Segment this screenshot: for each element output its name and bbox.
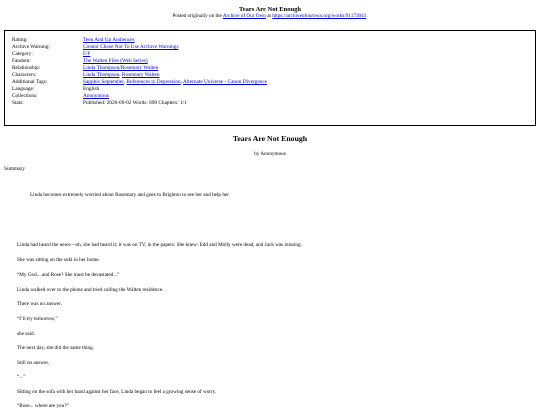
tag-link[interactable]: References to Depression bbox=[126, 79, 181, 85]
meta-label: Collections: bbox=[12, 93, 38, 99]
language-value: English bbox=[83, 86, 100, 92]
story-paragraph: “...” bbox=[17, 374, 26, 380]
work-byline: by Anonymous bbox=[254, 151, 286, 157]
category-link[interactable]: F/F bbox=[83, 51, 91, 57]
meta-label: Archive Warning: bbox=[12, 44, 50, 50]
story-paragraph: Sitting on the sofa with her hand against her face, Linda began to feel a growing sense of worry. bbox=[17, 389, 217, 395]
meta-language bbox=[12, 86, 99, 92]
summary-heading: Summary bbox=[4, 166, 25, 172]
posted-prefix: Posted originally on the bbox=[172, 13, 223, 19]
meta-label: Rating: bbox=[12, 37, 28, 43]
work-url-link[interactable]: https://archiveofourown.org/works/91173041 bbox=[272, 13, 367, 19]
story-paragraph: “Rose... where are you?” bbox=[17, 403, 69, 409]
summary-text: Linda becomes extremely worried about Rosemary and goes to Brighton to see her and help her bbox=[30, 192, 229, 198]
stats-value: Published: 2026-09-02 Words: 698 Chapters: 1/1 bbox=[83, 100, 187, 106]
story-paragraph: Linda had heard the news—oh, she had heard it; it was on TV, in the papers. She knew: Edd and Molly were dead, and Jack was missing. bbox=[17, 242, 302, 248]
meta-label: Fandom: bbox=[12, 58, 31, 64]
work-meta-box bbox=[4, 30, 536, 126]
story-paragraph: she said. bbox=[17, 331, 35, 337]
posted-suffix: . bbox=[366, 13, 368, 19]
posted-mid: at bbox=[265, 13, 273, 19]
tag-separator: , bbox=[123, 79, 127, 85]
story-paragraph: Still no answer. bbox=[17, 360, 50, 366]
meta-label: Relationship: bbox=[12, 65, 41, 71]
story-paragraph: Linda walked over to the phone and tried calling the Walten residence. bbox=[17, 287, 164, 293]
character-link[interactable]: Rosemary Walten bbox=[121, 72, 160, 78]
meta-label: Characters: bbox=[12, 72, 37, 78]
story-paragraph: There was no answer. bbox=[17, 301, 62, 307]
meta-relationship bbox=[12, 65, 158, 71]
meta-label: Stats: bbox=[12, 100, 24, 106]
tag-separator: , bbox=[119, 72, 122, 78]
meta-tags bbox=[12, 79, 267, 85]
warning-link[interactable]: Creator Chose Not To Use Archive Warnings bbox=[83, 44, 179, 50]
meta-rating bbox=[12, 37, 135, 43]
meta-label: Category: bbox=[12, 51, 33, 57]
tag-separator: , bbox=[180, 79, 183, 85]
meta-characters bbox=[12, 72, 159, 78]
character-link[interactable]: Linda Thompson bbox=[83, 72, 120, 78]
rating-link[interactable]: Teen And Up Audiences bbox=[83, 37, 135, 43]
work-title: Tears Are Not Enough bbox=[232, 134, 308, 143]
relationship-link[interactable]: Linda Thompson/Rosemary Walten bbox=[83, 65, 159, 71]
story-paragraph: The next day, she did the same thing. bbox=[17, 345, 95, 351]
collection-link[interactable]: Anonymous bbox=[83, 93, 109, 99]
meta-collections bbox=[12, 93, 109, 99]
story-paragraph: “My God... and Rose? She must be devastated...” bbox=[17, 272, 120, 278]
tag-link[interactable]: Sapphic September bbox=[83, 79, 124, 85]
story-paragraph: She was sitting on the sofa in her home. bbox=[17, 257, 100, 263]
meta-label: Language: bbox=[12, 86, 35, 92]
meta-category bbox=[12, 51, 90, 57]
header-title: Tears Are Not Enough bbox=[239, 6, 301, 13]
meta-label: Additional Tags: bbox=[12, 79, 48, 85]
archive-link[interactable]: Archive of Our Own bbox=[222, 13, 266, 19]
meta-stats bbox=[12, 100, 187, 106]
posted-line bbox=[0, 13, 540, 20]
meta-fandom bbox=[12, 58, 148, 64]
meta-warning bbox=[12, 44, 179, 50]
story-paragraph: “I’ll try tomorrow,” bbox=[17, 316, 58, 322]
fandom-link[interactable]: The Walten Files (Web Series) bbox=[83, 58, 148, 64]
tag-link[interactable]: Alternate Universe - Canon Divergence bbox=[182, 79, 268, 85]
